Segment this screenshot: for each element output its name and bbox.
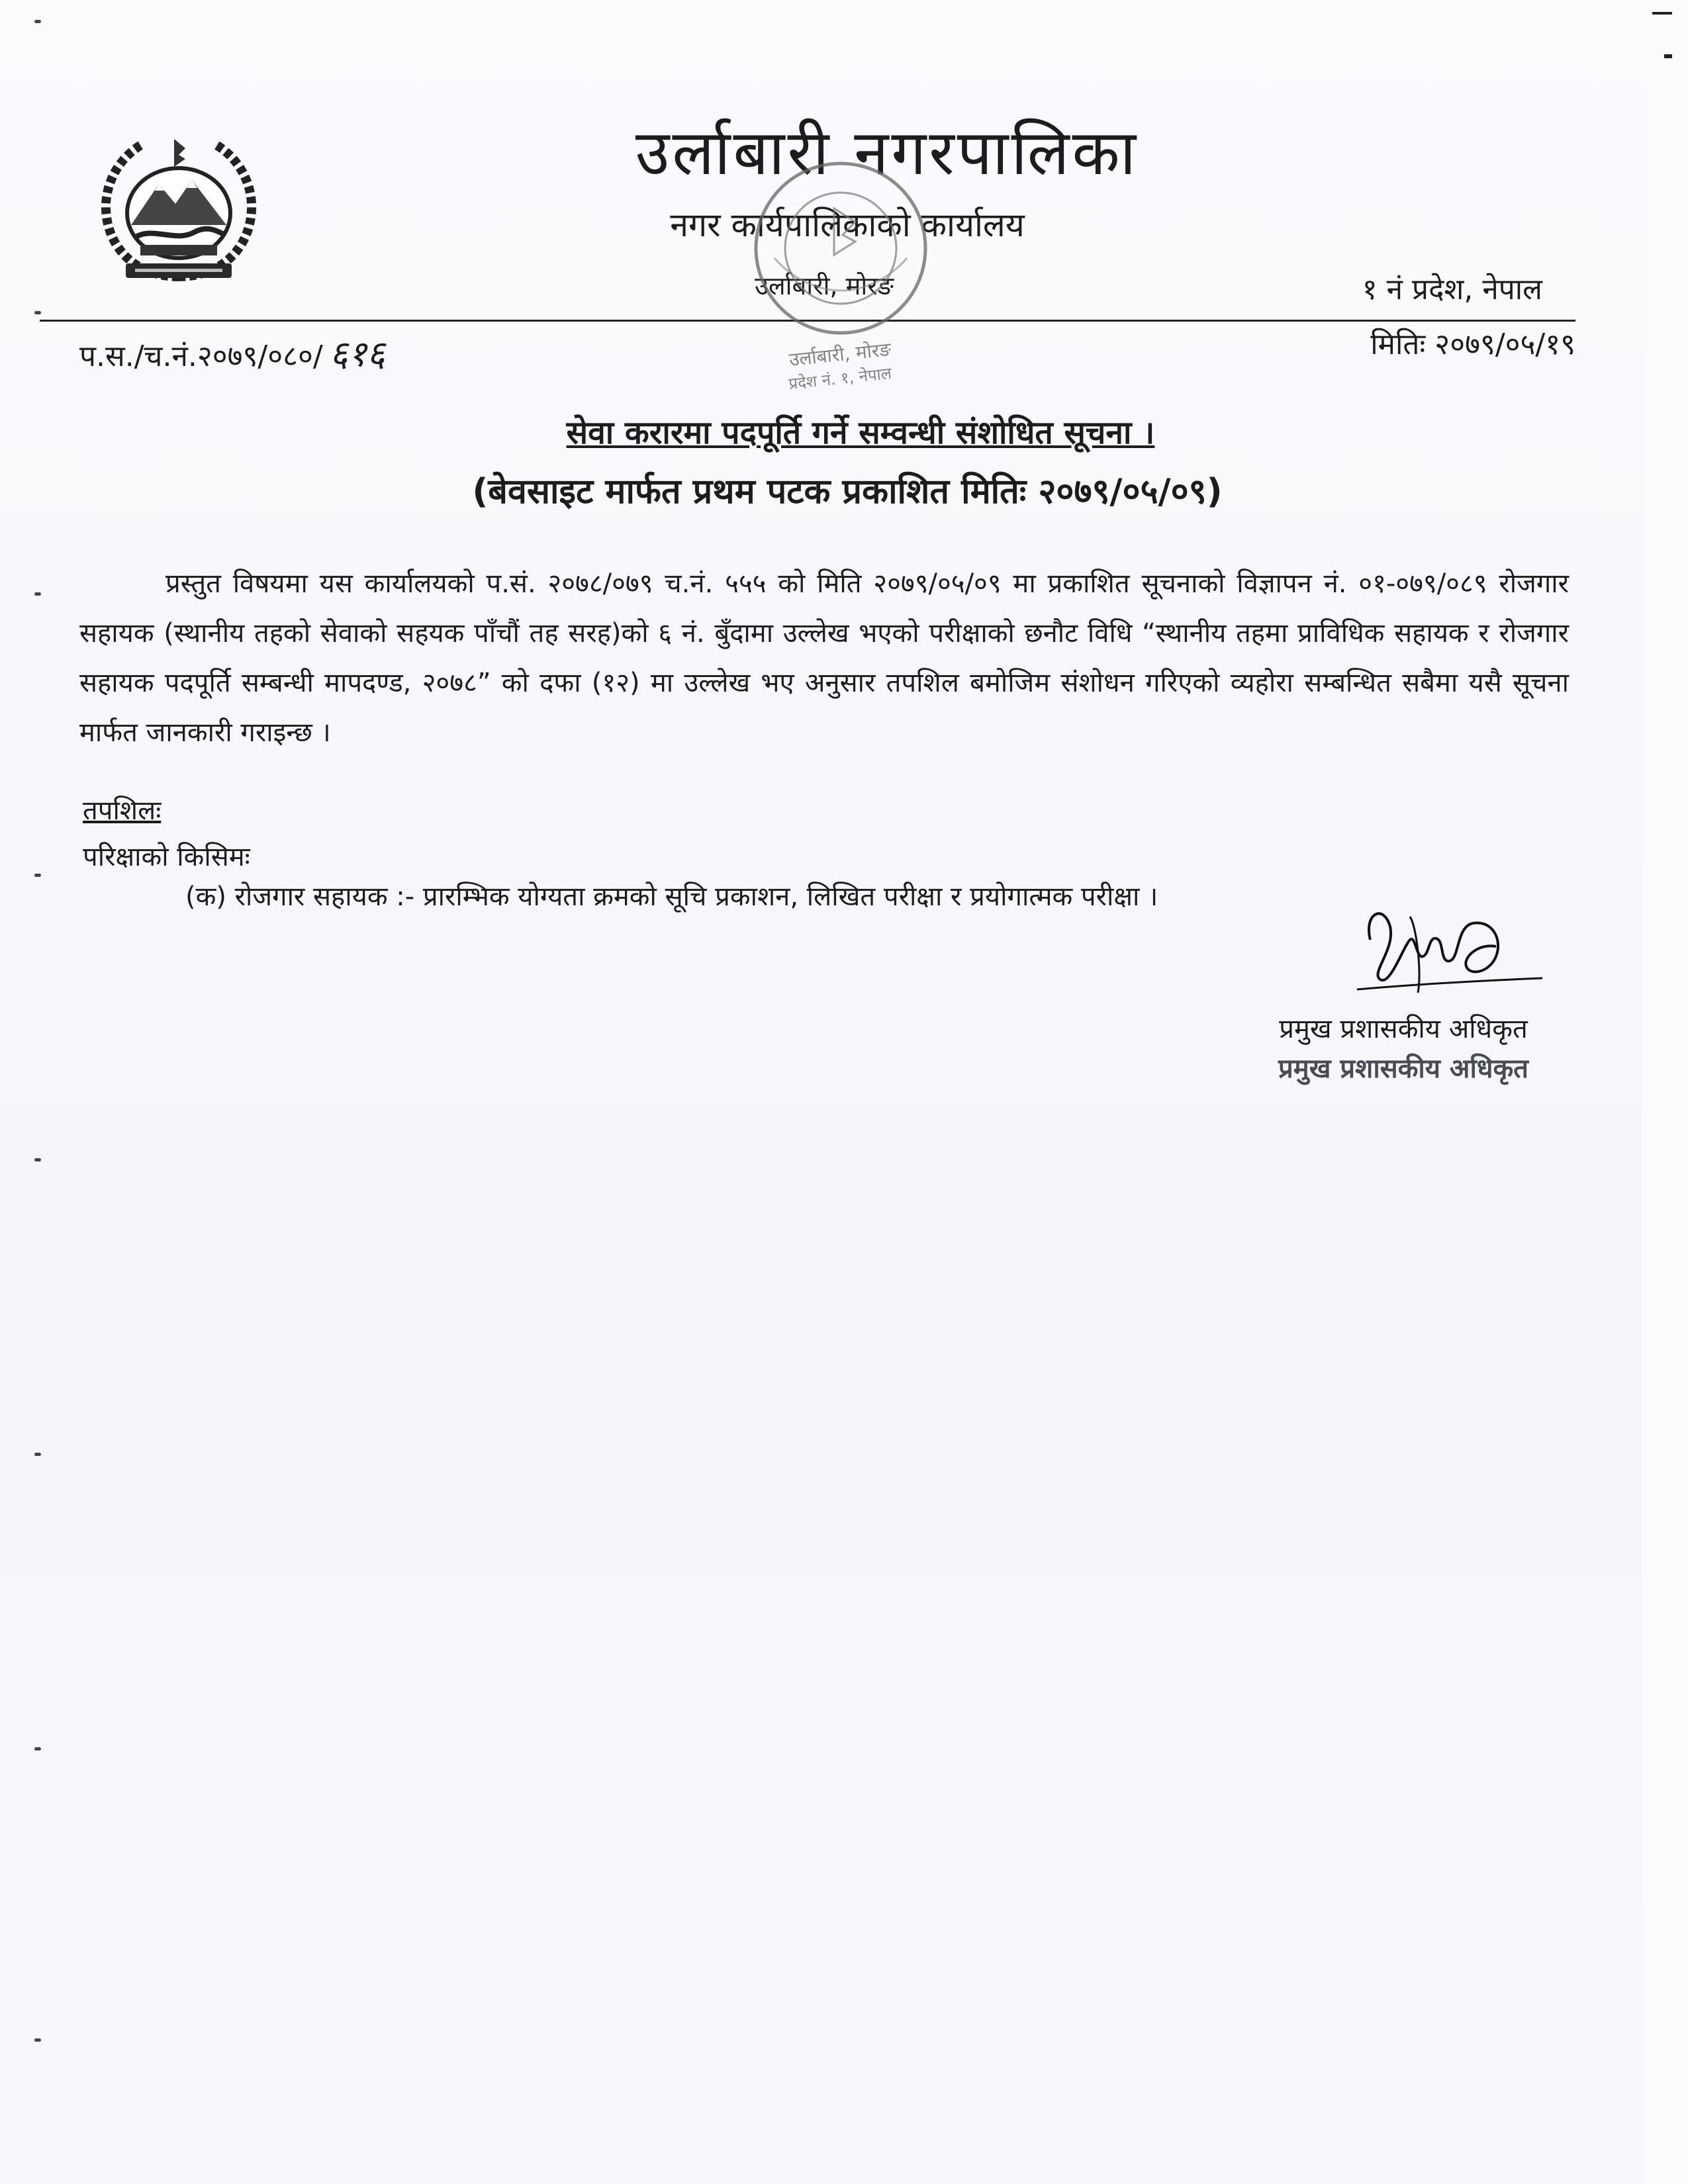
office-stamp-icon (735, 142, 947, 394)
notice-body: प्रस्तुत विषयमा यस कार्यालयको प.सं. २०७८/०७९ च.नं. ५५५ को मिति २०७९/०५/०९ मा प्रकाशित सूचनाको विज्ञापन नं. ०१-०७९/०८९ रोजगार सहायक (स्थानीय तहको सेवाको सहयक पाँचौं तह सरह)को ६ नं. बुँदामा उल्लेख भएको परीक्षाको छनौट विधि “स्थानीय तहमा प्राविधिक सहायक र रोजगार सहायक पदपूर्ति सम्बन्धी मापदण्ड, २०७८” को दफा (१२) मा उल्लेख भए अनुसार तपशिल बमोजिम संशोधन गरिएको व्यहोरा सम्बन्धित सबैमा यसै सूचना मार्फत जानकारी गराइन्छ । (79, 569, 1569, 748)
nepal-emblem-icon (86, 126, 271, 295)
edge-mark (1652, 12, 1672, 15)
punch-mark (34, 592, 41, 596)
punch-mark (34, 311, 41, 314)
punch-mark (34, 20, 41, 23)
punch-mark (34, 874, 41, 877)
punch-mark (34, 1158, 41, 1161)
notice-subtitle: (बेवसाइट मार्फत प्रथम पटक प्रकाशित मितिः २०७९/०५/०९) (472, 472, 1223, 512)
notice-title: सेवा करारमा पदपूर्ति गर्ने सम्वन्धी संशोधित सूचना । (566, 414, 1155, 451)
svg-text:उर्लाबारी, मोरङ: उर्लाबारी, मोरङ (788, 338, 892, 371)
signatory-title: प्रमुख प्रशासकीय अधिकृत (1279, 1014, 1528, 1044)
organization-name: उर्लाबारी नगरपालिका (635, 117, 1139, 189)
reference-prefix: प.स./च.नं.२०७९/०८०/ (79, 340, 323, 373)
signature-icon (1344, 900, 1549, 999)
page-edge (1642, 0, 1688, 2184)
punch-mark (34, 1453, 41, 1456)
punch-mark (34, 2038, 41, 2042)
province-label: १ नं प्रदेश, नेपाल (1362, 273, 1542, 306)
office-location: उर्लाबारी, मोरङ (755, 271, 894, 300)
office-name: नगर कार्यपालिकाको कार्यालय (670, 206, 1025, 244)
signatory-stamp: प्रमुख प्रशासकीय अधिकृत (1278, 1054, 1528, 1084)
exam-item: (क) रोजगार सहायक :- प्रारम्भिक योग्यता क्रमको सूचि प्रकाशन, लिखित परीक्षा र प्रयोगात्मक परीक्षा । (185, 882, 1158, 912)
handwritten-reference: ६१६ (329, 333, 385, 375)
reference-number (79, 328, 385, 377)
edge-mark (1664, 54, 1672, 58)
svg-text:प्रदेश नं. १, नेपाल: प्रदेश नं. १, नेपाल (788, 363, 893, 394)
punch-mark (34, 1747, 41, 1751)
exam-type-label: परिक्षाको किसिमः (83, 842, 250, 872)
letter-date: मितिः २०७९/०५/१९ (1370, 328, 1575, 361)
details-heading: तपशिलः (83, 796, 162, 826)
